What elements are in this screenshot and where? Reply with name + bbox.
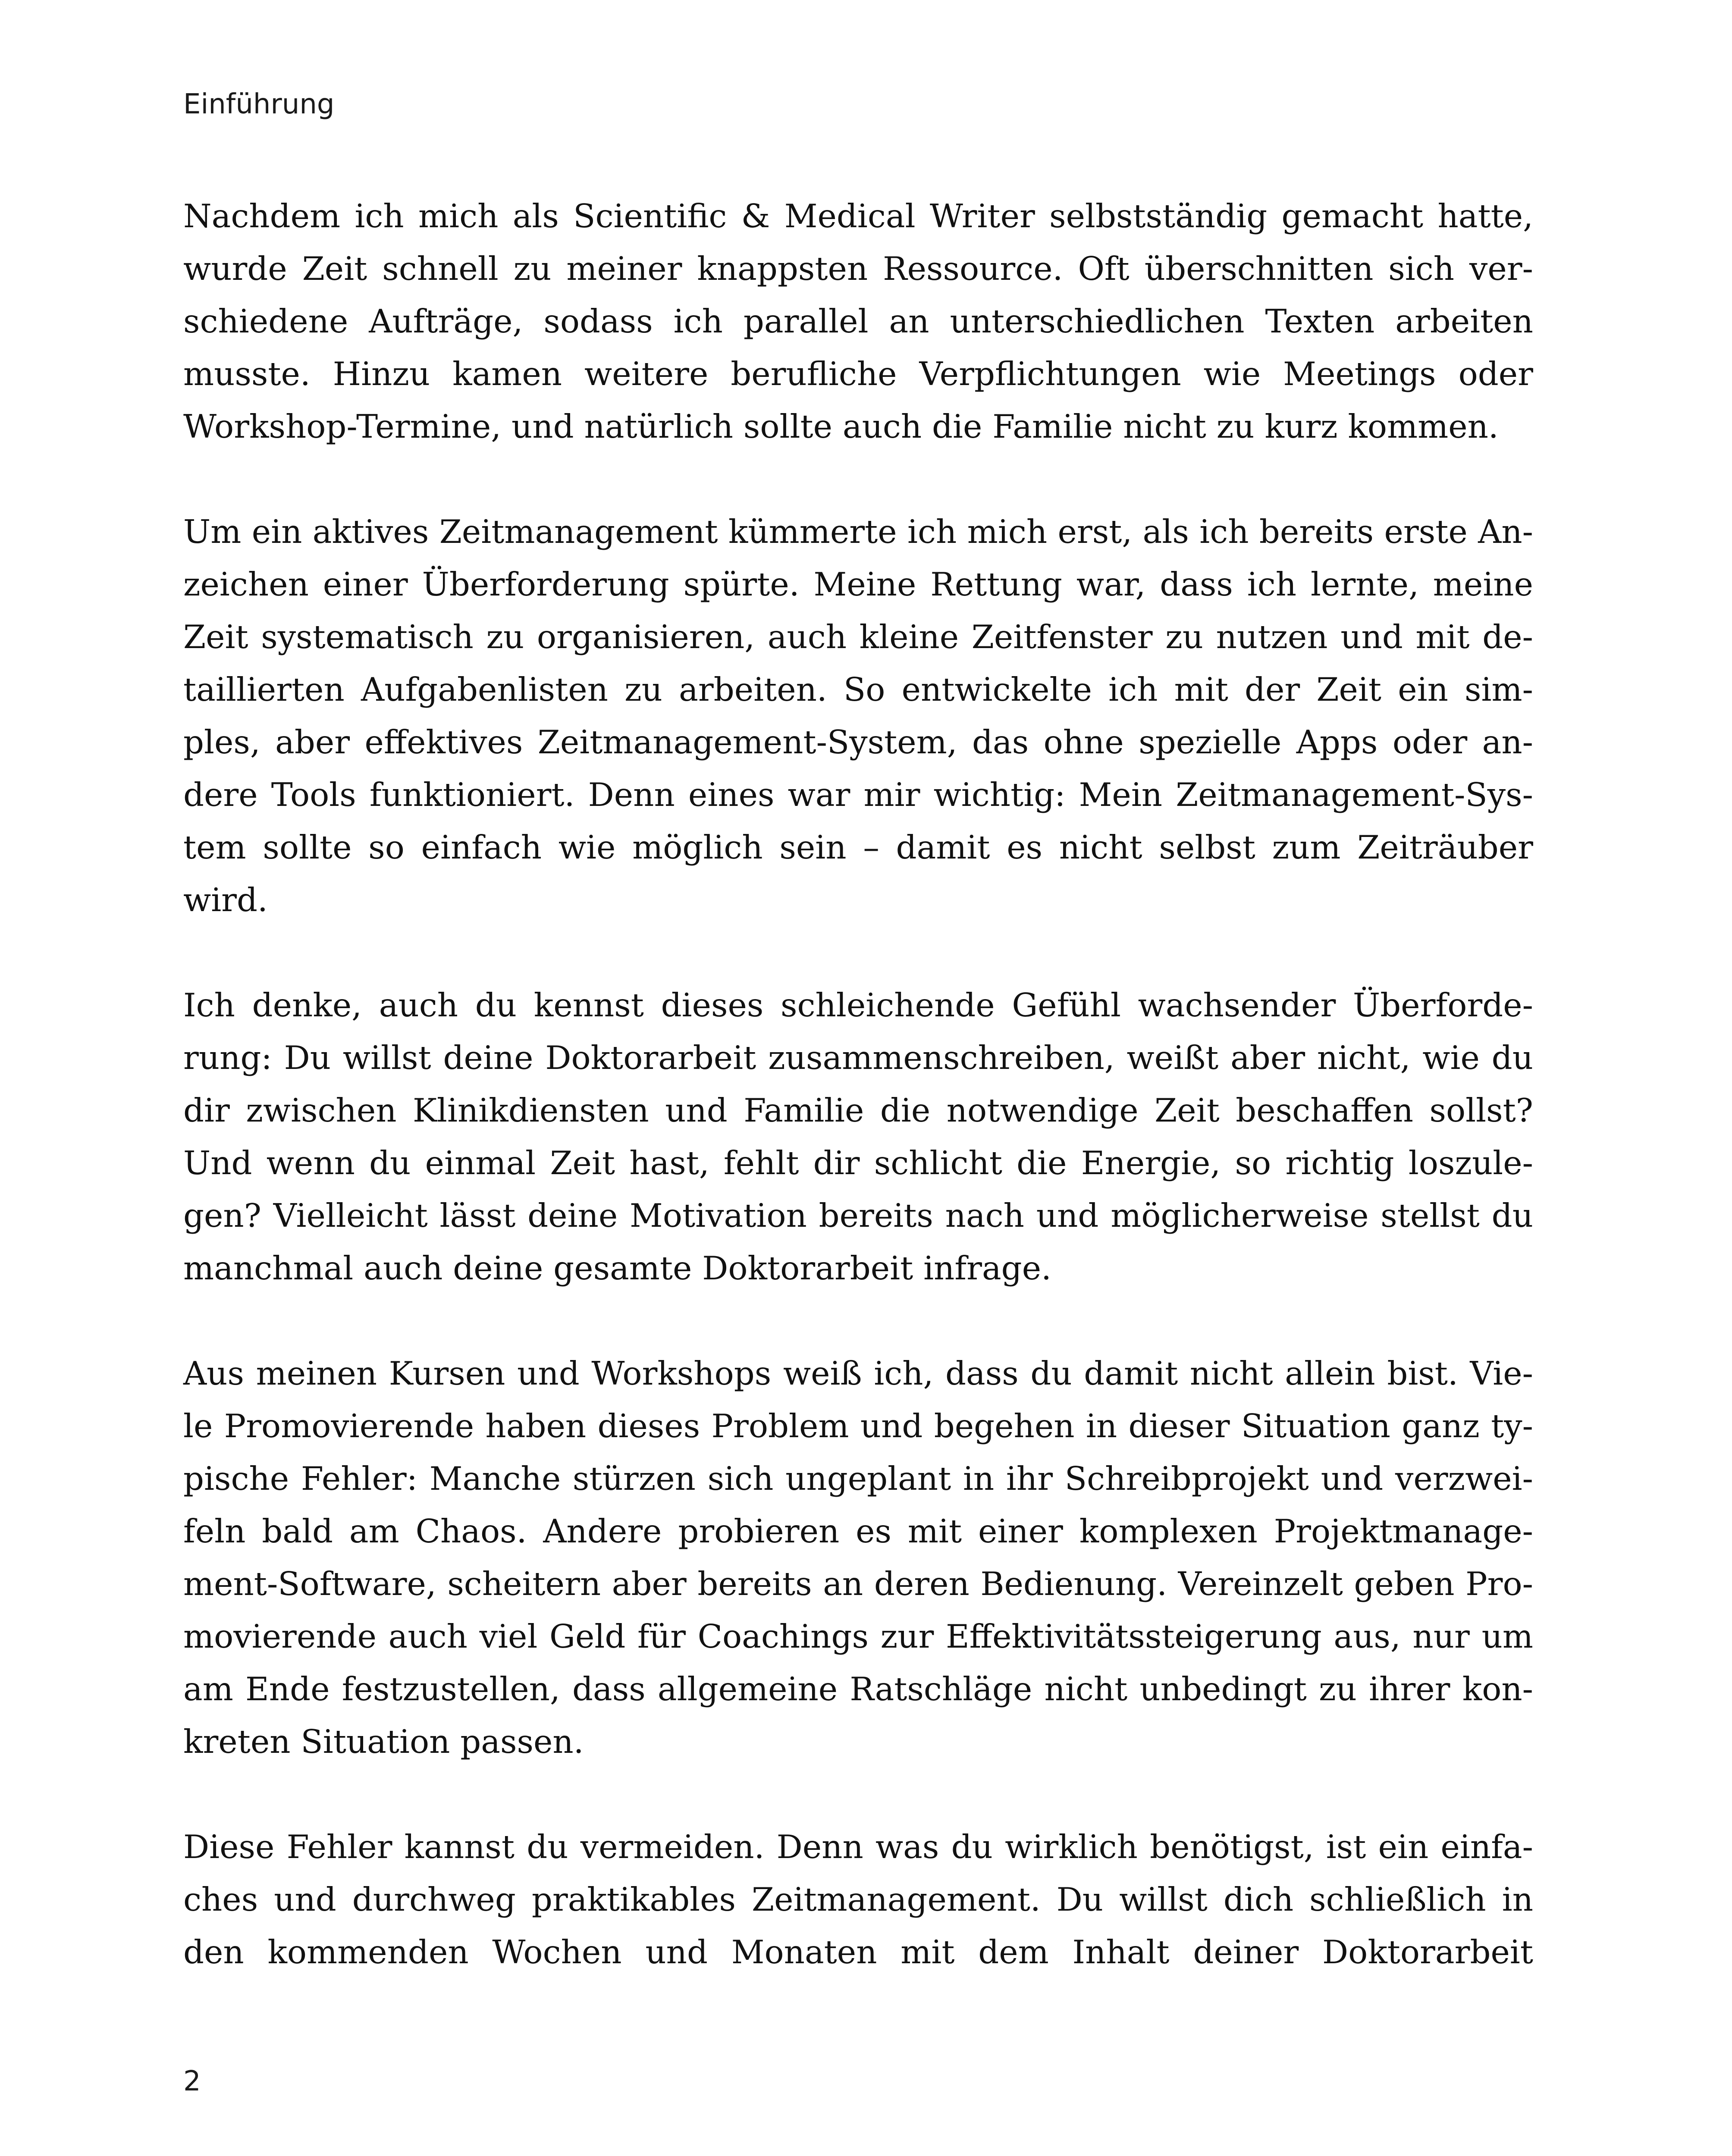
paragraph xyxy=(183,505,1533,926)
text-line: Und wenn du einmal Zeit hast, fehlt dir schlicht die Energie, so richtig loszule- xyxy=(183,1144,1533,1182)
text-line: gen? Vielleicht lässt deine Motivation bereits nach und möglicherweise stellst du xyxy=(183,1197,1533,1235)
body-text xyxy=(183,190,1533,2031)
text-line: dir zwischen Klinikdiensten und Familie die notwendige Zeit beschaffen sollst? xyxy=(183,1091,1533,1129)
text-line: musste. Hinzu kamen weitere berufliche Verpflichtungen wie Meetings oder xyxy=(183,355,1533,393)
text-line: Um ein aktives Zeitmanagement kümmerte ich mich erst, als ich bereits erste An- xyxy=(183,513,1533,551)
text-line: ples, aber effektives Zeitmanagement-System, das ohne spezielle Apps oder an- xyxy=(183,723,1533,761)
paragraph xyxy=(183,979,1533,1294)
page-number: 2 xyxy=(183,2065,201,2097)
text-line: Aus meinen Kursen und Workshops weiß ich, dass du damit nicht allein bist. Vie- xyxy=(183,1354,1533,1392)
text-line: manchmal auch deine gesamte Doktorarbeit infrage. xyxy=(183,1249,1051,1287)
text-line: le Promovierende haben dieses Problem und begehen in dieser Situation ganz ty- xyxy=(183,1407,1533,1445)
text-line: Workshop-Termine, und natürlich sollte auch die Familie nicht zu kurz kommen. xyxy=(183,407,1499,445)
paragraph xyxy=(183,1347,1533,1768)
text-line: movierende auch viel Geld für Coachings zur Effektivitätssteigerung aus, nur um xyxy=(183,1617,1533,1655)
running-header: Einführung xyxy=(183,88,335,120)
text-line: Zeit systematisch zu organisieren, auch kleine Zeitfenster zu nutzen und mit de- xyxy=(183,618,1533,656)
text-line: am Ende festzustellen, dass allgemeine Ratschläge nicht unbedingt zu ihrer kon- xyxy=(183,1670,1533,1708)
text-line: wurde Zeit schnell zu meiner knappsten Ressource. Oft überschnitten sich ver- xyxy=(183,250,1533,288)
text-line: den kommenden Wochen und Monaten mit dem Inhalt deiner Doktorarbeit xyxy=(183,1933,1533,1971)
text-line: rung: Du willst deine Doktorarbeit zusammenschreiben, weißt aber nicht, wie du xyxy=(183,1039,1533,1077)
text-line: feln bald am Chaos. Andere probieren es mit einer komplexen Projektmanage- xyxy=(183,1512,1533,1550)
text-line: pische Fehler: Manche stürzen sich ungeplant in ihr Schreibprojekt und verzwei- xyxy=(183,1460,1533,1498)
text-line: Ich denke, auch du kennst dieses schleichende Gefühl wachsender Überforde- xyxy=(183,986,1533,1024)
text-line: ches und durchweg praktikables Zeitmanagement. Du willst dich schließlich in xyxy=(183,1880,1533,1918)
text-line: wird. xyxy=(183,881,268,919)
paragraph xyxy=(183,190,1533,453)
text-line: schiedene Aufträge, sodass ich parallel an unterschiedlichen Texten arbeiten xyxy=(183,302,1533,340)
text-line: ment-Software, scheitern aber bereits an deren Bedienung. Vereinzelt geben Pro- xyxy=(183,1565,1533,1603)
text-line: Nachdem ich mich als Scientific & Medical Writer selbstständig gemacht hatte, xyxy=(183,197,1533,235)
text-line: kreten Situation passen. xyxy=(183,1723,584,1761)
paragraph xyxy=(183,1821,1533,1978)
text-line: taillierten Aufgabenlisten zu arbeiten. So entwickelte ich mit der Zeit ein sim- xyxy=(183,671,1533,708)
text-line: dere Tools funktioniert. Denn eines war mir wichtig: Mein Zeitmanagement-Sys- xyxy=(183,776,1533,814)
text-line: Diese Fehler kannst du vermeiden. Denn was du wirklich benötigst, ist ein einfa- xyxy=(183,1828,1533,1866)
text-line: zeichen einer Überforderung spürte. Meine Rettung war, dass ich lernte, meine xyxy=(183,565,1533,603)
text-line: tem sollte so einfach wie möglich sein – damit es nicht selbst zum Zeiträuber xyxy=(183,828,1533,866)
